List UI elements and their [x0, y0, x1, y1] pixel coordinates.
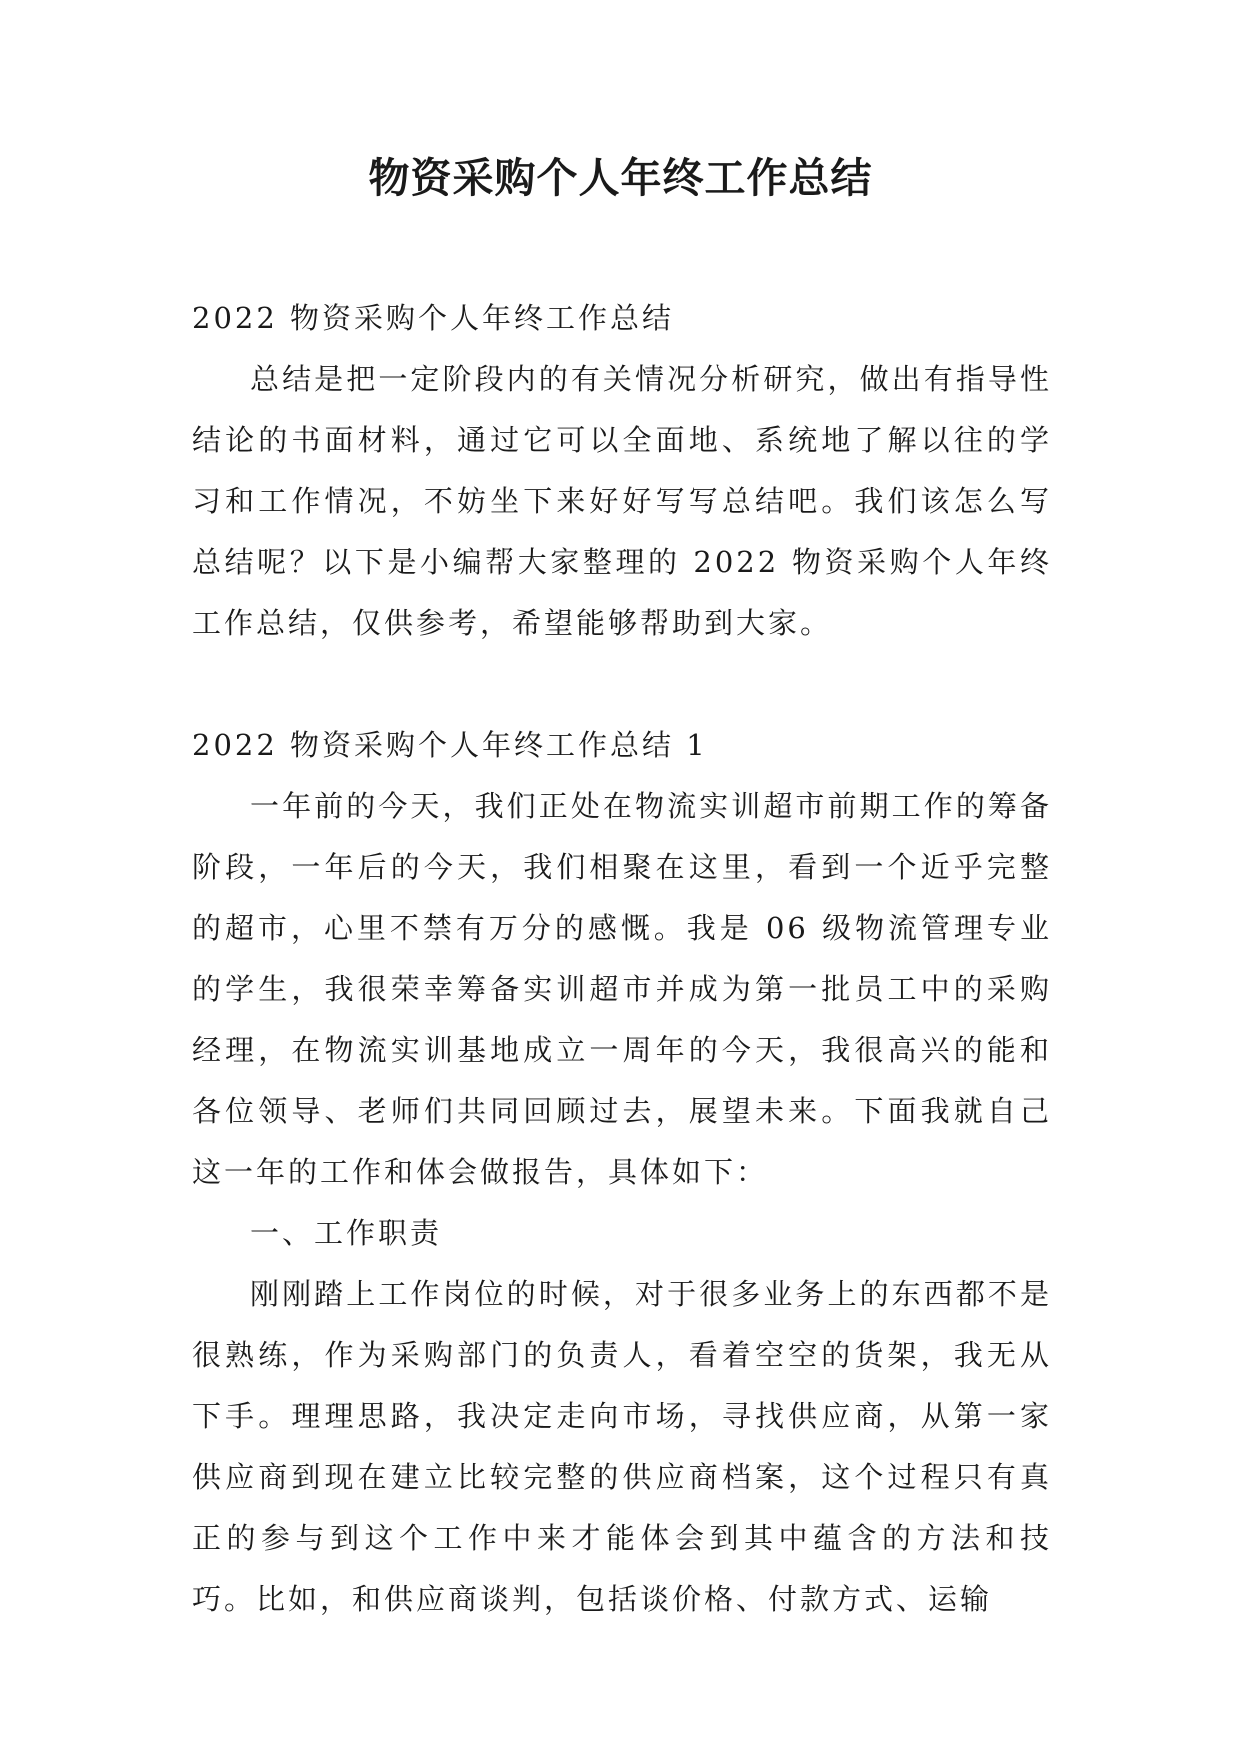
intro-paragraph: 总结是把一定阶段内的有关情况分析研究，做出有指导性结论的书面材料，通过它可以全面地、系统地了解以往的学习和工作情况，不妨坐下来好好写写总结吧。我们该怎么写总结呢？以下是小编帮大家整理的 2022 物资采购个人年终工作总结，仅供参考，希望能够帮助到大家。 — [192, 362, 1052, 640]
section-spacer — [192, 654, 1052, 715]
document-body — [192, 288, 1052, 1630]
intro-heading: 2022 物资采购个人年终工作总结 — [192, 301, 675, 335]
section1-paragraph-1: 一年前的今天，我们正处在物流实训超市前期工作的筹备阶段，一年后的今天，我们相聚在这里，看到一个近乎完整的超市，心里不禁有万分的感慨。我是 06 级物流管理专业的学生，我很荣幸筹备实训超市并成为第一批员工中的采购经理，在物流实训基地成立一周年的今天，我很高兴的能和各位领导、老师们共同回顾过去，展望未来。下面我就自己这一年的工作和体会做报告，具体如下： — [192, 789, 1052, 1189]
section1-paragraph-2: 刚刚踏上工作岗位的时候，对于很多业务上的东西都不是很熟练，作为采购部门的负责人，看着空空的货架，我无从下手。理理思路，我决定走向市场，寻找供应商，从第一家供应商到现在建立比较完整的供应商档案，这个过程只有真正的参与到这个工作中来才能体会到其中蕴含的方法和技巧。比如，和供应商谈判，包括谈价格、付款方式、运输 — [192, 1277, 1052, 1616]
section1-subheading-duties: 一、工作职责 — [250, 1216, 443, 1250]
section1-heading: 2022 物资采购个人年终工作总结 1 — [192, 728, 708, 762]
document-title: 物资采购个人年终工作总结 — [368, 154, 873, 202]
